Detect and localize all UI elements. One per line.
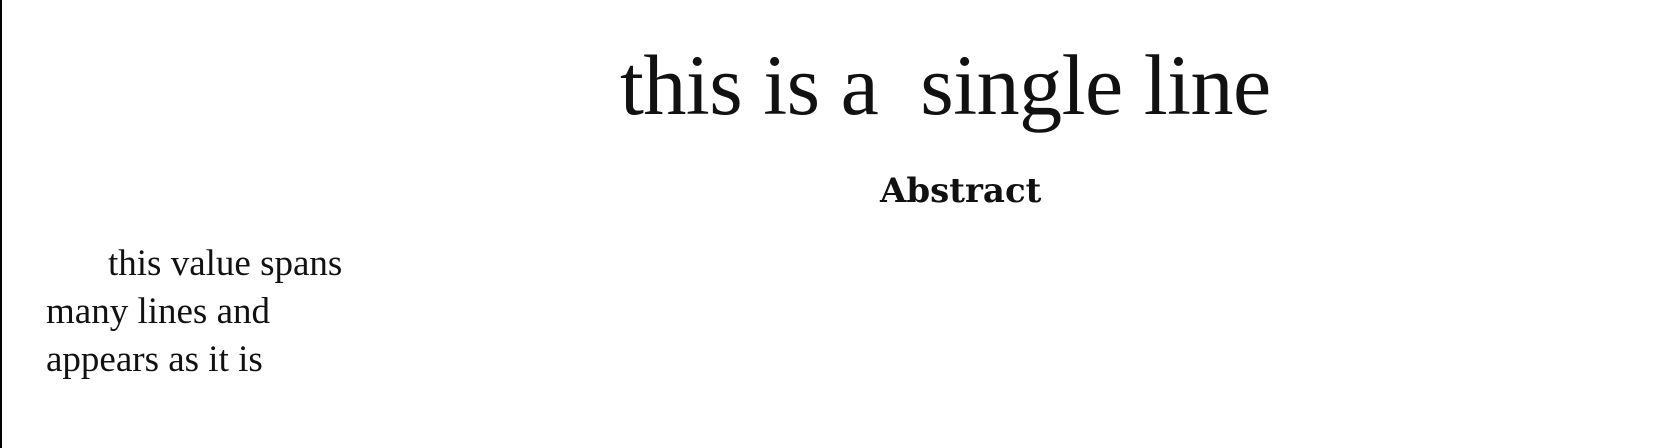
abstract-line: many lines and — [46, 291, 271, 332]
page-left-border — [0, 0, 2, 448]
abstract-heading: Abstract — [880, 171, 1042, 211]
abstract-line: appears as it is — [46, 339, 263, 380]
abstract-body — [46, 240, 406, 384]
abstract-line: this value spans — [108, 243, 343, 284]
document-title: this is a single line — [620, 37, 1271, 133]
